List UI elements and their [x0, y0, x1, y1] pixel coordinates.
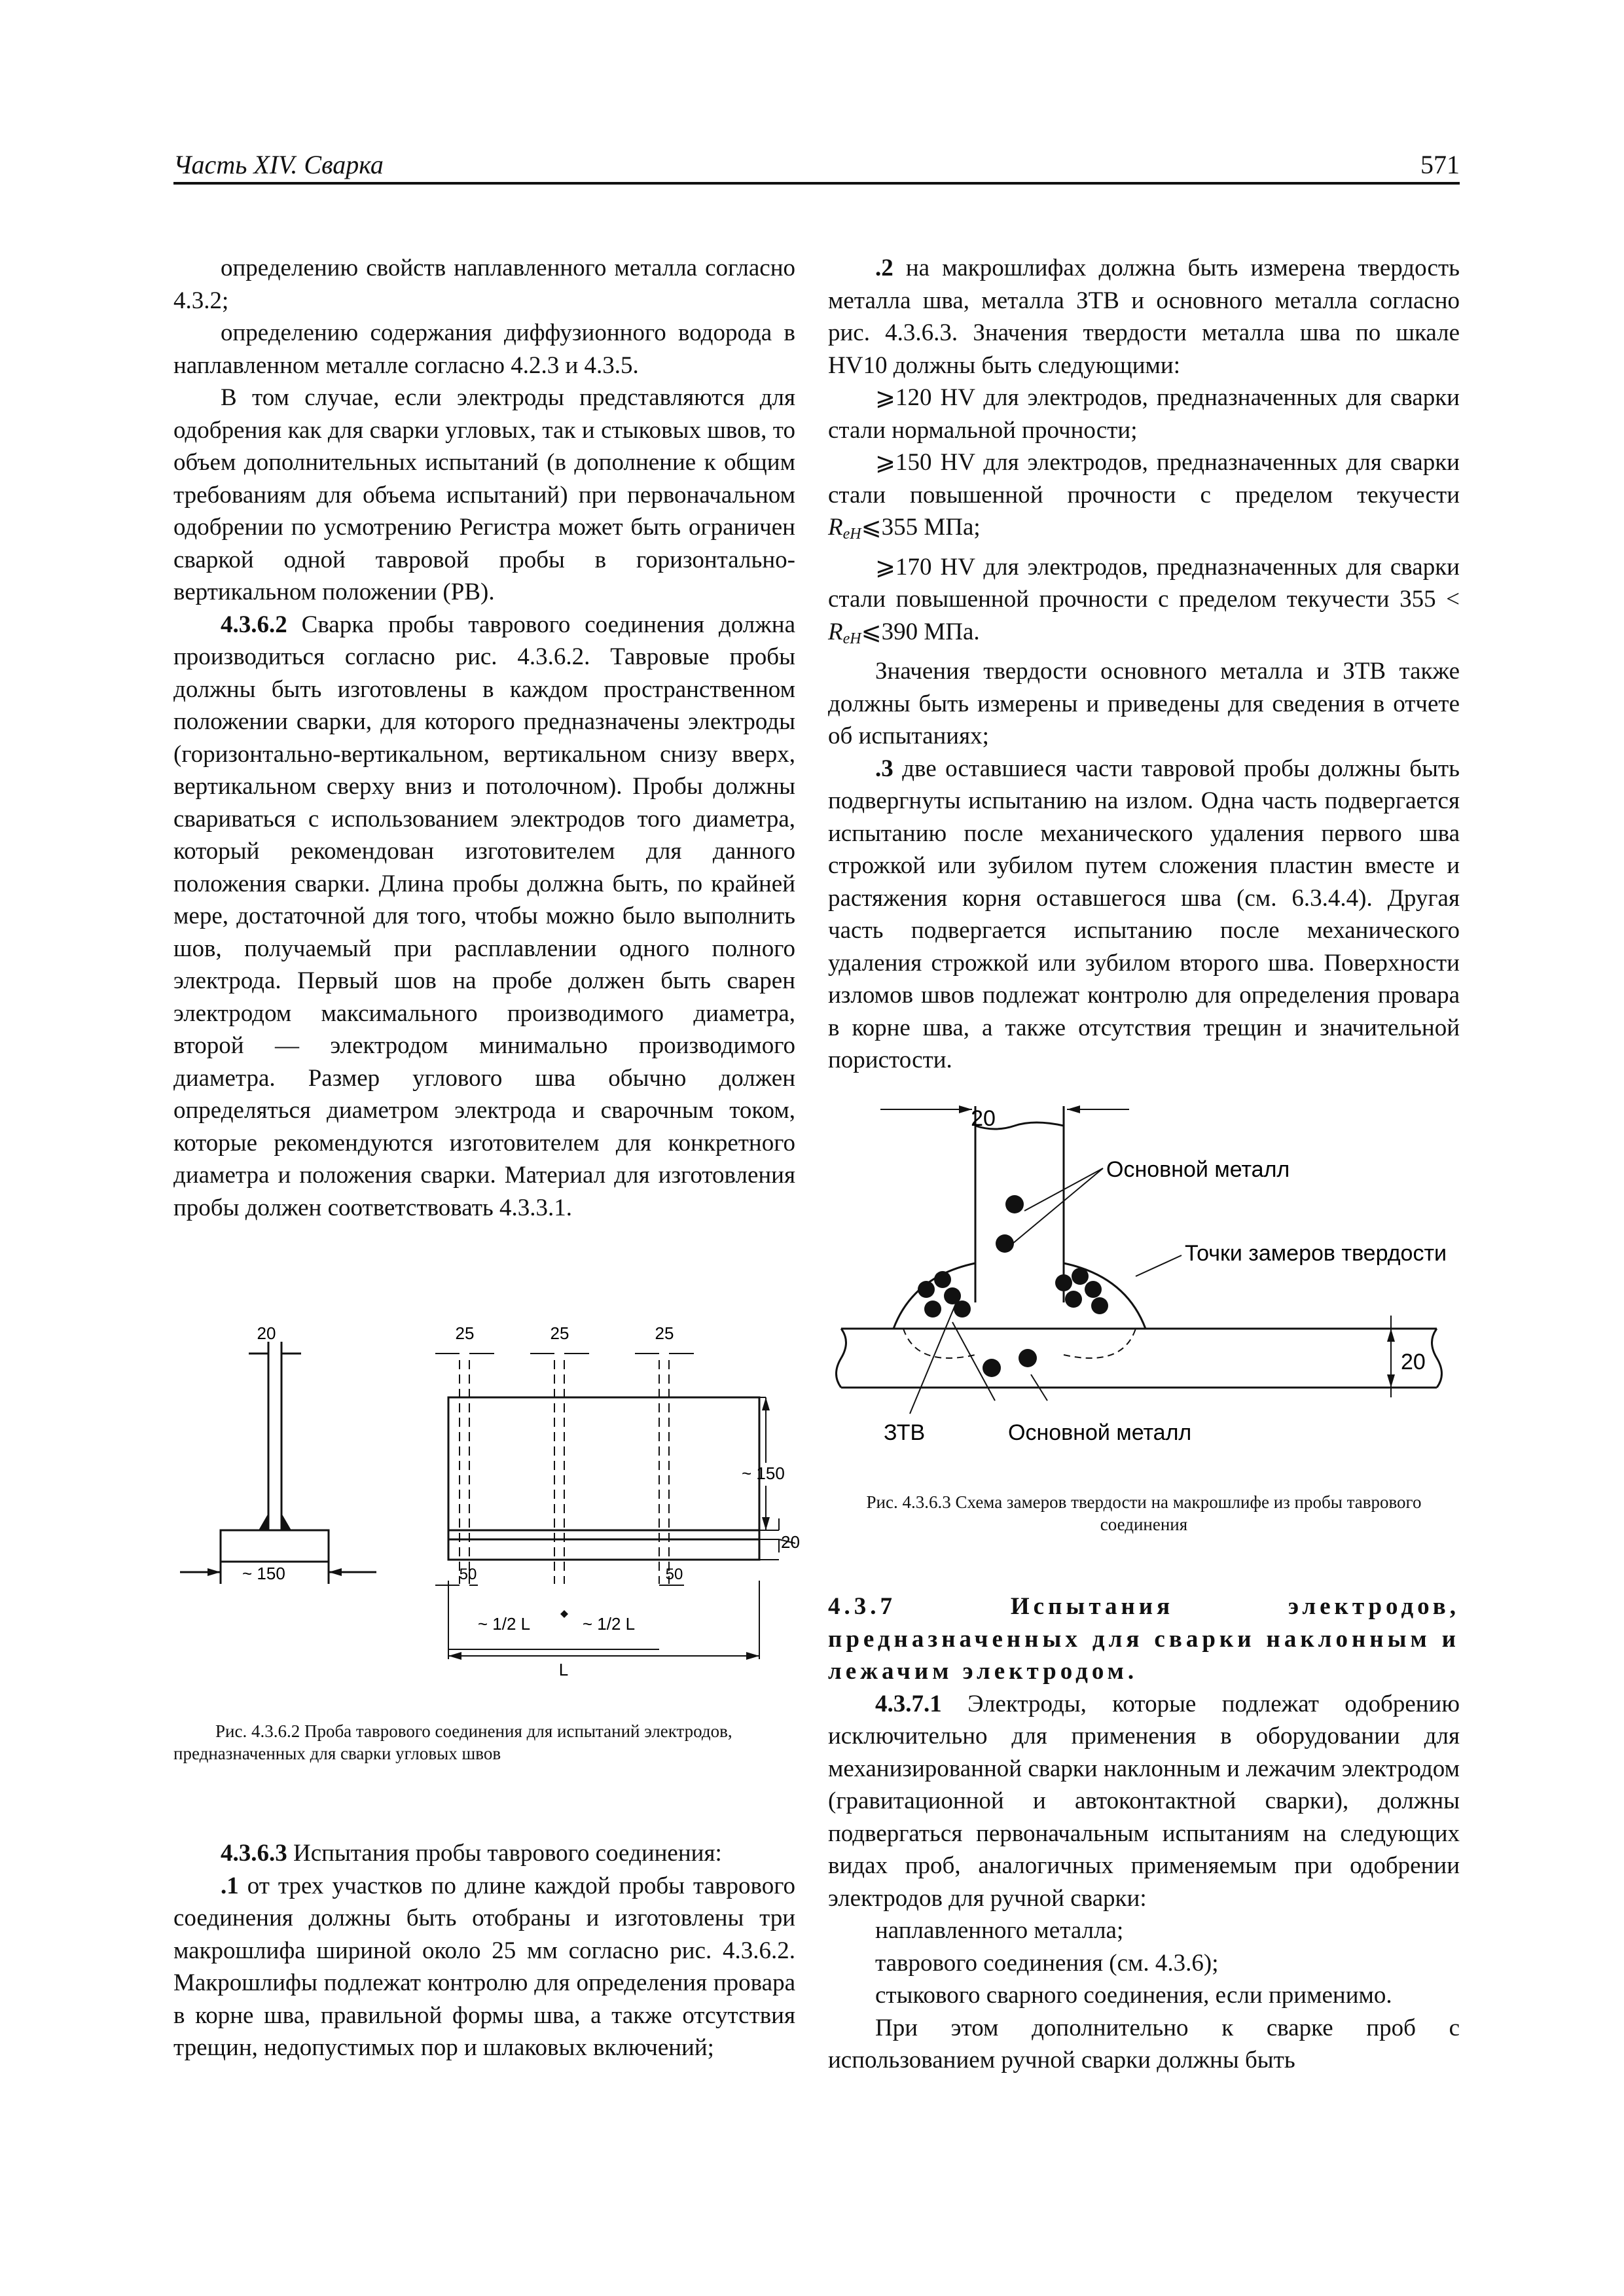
clause-text: Сварка пробы таврового соединения должна производиться согласно рис. 4.3.6.2. Тавровые пробы должны быть изготовлены в каждом пространственном положении сварки, для которого предназначены электроды (горизонтально-вертикальном, вертикальном снизу вверх, вертикальном сверху вниз и потолочном). Пробы должны свариваться с использованием электродов того диаметра, который рекомендован изготовителем для данного положения сварки. Длина пробы должна быть, по крайней мере, достаточной для того, чтобы можно было выполнить шов, получаемый при расплавлении одного полного электрода. Первый шов на пробе должен быть сварен электродом максимального производимого диаметра, второй — электродом минимально производимого диаметра. Размер углового шва обычно должен определяться диаметром электрода и сварочным током, которые рекомендуются изготовителем для конкретного диаметра и положения сварки. Материал для изготовления пробы должен соответствовать 4.3.3.1.: [173, 611, 795, 1221]
symbol-subscript: eH: [842, 630, 861, 647]
paragraph: В том случае, если электроды представляются для одобрения как для сварки угловых, так и стыковых швов, то объем дополнительных испытаний (в дополнение к общим требованиям для объема испытаний) при первоначальном одобрении по усмотрению Регистра может быть ограничен сваркой одной тавровой пробы в горизонтально-вертикальном положении (PB).: [173, 384, 795, 605]
header-title: Часть XIV. Сварка: [173, 150, 384, 179]
dim-20-right-label: 20: [1401, 1350, 1426, 1374]
left-column: [173, 252, 795, 1224]
clause-number: 4.3.7.1: [875, 1690, 942, 1717]
dim-150-right-label: ~ 150: [742, 1463, 785, 1483]
clause-text: Электроды, которые подлежат одобрению исключительно для применения в оборудовании для механизированной сварки наклонным и лежачим электродом (гравитационной и автоконтактной сварки), должны подвергаться первоначальным испытаниям на следующих видах проб, аналогичных применяемым при одобрении электродов для ручной сварки:: [828, 1690, 1460, 1912]
dim-25b-label: 25: [550, 1323, 569, 1343]
dim-50b-label: 50: [665, 1566, 683, 1583]
dim-half-l-a-label: ~ 1/2 L: [477, 1614, 531, 1634]
paragraph: [173, 1870, 795, 2064]
label-haz: ЗТВ: [884, 1420, 926, 1445]
dim-half-l-b-label: ~ 1/2 L: [582, 1614, 636, 1634]
paragraph: таврового соединения (см. 4.3.6);: [875, 1949, 1219, 1977]
clause-number: 4.3.6.2: [221, 611, 287, 638]
label-base-metal-bottom: Основной металл: [1008, 1420, 1192, 1445]
paragraph: [828, 252, 1460, 382]
dim-l-label: L: [558, 1660, 569, 1679]
figure-hardness-scheme-drawing: [828, 1093, 1460, 1486]
text-run: ⩽390 МПа.: [861, 618, 980, 645]
paragraph: наплавленного металла;: [875, 1917, 1124, 1944]
text-run: ⩾170 HV для электродов, предназначенных для сварки стали повышенной прочности с пределом текучести 355 <: [828, 553, 1460, 613]
dim-50a-label: 50: [459, 1566, 477, 1583]
figure-caption-4363: Рис. 4.3.6.3 Схема замеров твердости на макрошлифе из пробы таврового соединения: [866, 1492, 1422, 1534]
clause-text: от трех участков по длине каждой пробы таврового соединения должны быть отобраны и изготовлены три макрошлифа шириной около 25 мм согласно рис. 4.3.6.2. Макрошлифы подлежат контролю для определения провара в корне шва, правильной формы шва, а также отсутствия трещин, недопустимых пор и шлаковых включений;: [173, 1872, 795, 2061]
clause-text: две оставшиеся части тавровой пробы должны быть подвергнуты испытанию на излом. Одна часть подвергается испытанию после механического удаления первого шва строжкой или зубилом путем сложения пластин вместе и растяжения корня оставшегося шва (см. 6.3.4.4). Другая часть подвергается испытанию после механического удаления строжкой или зубилом второго шва. Поверхности изломов швов подлежат контролю для определения провара в корне шва, а также отсутствия трещин и значительной пористости.: [828, 755, 1460, 1073]
running-header: [173, 145, 1460, 185]
symbol-r: R: [828, 618, 843, 645]
dim-20-right-label: 20: [781, 1532, 800, 1552]
dim-20-top-label: 20: [971, 1106, 996, 1131]
label-hardness-points: Точки замеров твердости: [1185, 1241, 1447, 1266]
figure-caption-4362: Рис. 4.3.6.2 Проба таврового соединения для испытаний электродов, предназначенных для сварки угловых швов: [173, 1721, 732, 1763]
paragraph: [828, 446, 1460, 551]
paragraph: определению свойств наплавленного металла согласно 4.3.2;: [173, 255, 795, 314]
clause-number: .3: [875, 755, 893, 782]
text-run: ⩽355 МПа;: [861, 514, 981, 541]
paragraph: [828, 1688, 1460, 1915]
right-column: [828, 252, 1460, 1077]
text-run: ⩾150 HV для электродов, предназначенных для сварки стали повышенной прочности с пределом текучести: [828, 449, 1460, 509]
paragraph: [173, 609, 795, 1225]
clause-text: на макрошлифах должна быть измерена твердость металла шва, металла ЗТВ и основного металла согласно рис. 4.3.6.3. Значения твердости металла шва по шкале HV10 должны быть следующими:: [828, 255, 1460, 379]
paragraph: [828, 551, 1460, 656]
page-number: 571: [1420, 150, 1460, 179]
paragraph: При этом дополнительно к сварке проб с использованием ручной сварки должны быть: [828, 2014, 1460, 2073]
paragraph: ⩾120 HV для электродов, предназначенных для сварки стали нормальной прочности;: [828, 384, 1460, 444]
section-title: 4.3.7 Испытания электродов, предназначенных для сварки наклонным и лежачим электродом.: [828, 1593, 1460, 1685]
paragraph: стыкового сварного соединения, если применимо.: [875, 1982, 1392, 2009]
dim-150-left-label: ~ 150: [242, 1564, 285, 1583]
symbol-subscript: eH: [842, 526, 861, 543]
dim-25c-label: 25: [655, 1323, 674, 1343]
dim-25a-label: 25: [455, 1323, 475, 1343]
clause-number: 4.3.6.3: [221, 1840, 287, 1867]
paragraph: [173, 1837, 795, 1870]
figure-tee-specimen: [173, 1322, 800, 1702]
paragraph: определению содержания диффузионного водорода в наплавленном металле согласно 4.2.3 и 4.3.5.: [173, 319, 795, 379]
figure-hardness-scheme: [828, 1093, 1460, 1486]
clause-number: .2: [875, 255, 893, 281]
clause-number: .1: [221, 1872, 239, 1899]
clause-text: Испытания пробы таврового соединения:: [287, 1840, 722, 1867]
dim-20-label: 20: [257, 1323, 276, 1343]
left-column-continued: [173, 1837, 795, 2064]
figure-tee-specimen-drawing: [173, 1322, 800, 1702]
right-column-continued: [828, 1590, 1460, 2077]
paragraph: [828, 753, 1460, 1077]
symbol-r: R: [828, 514, 843, 541]
paragraph: Значения твердости основного металла и ЗТВ также должны быть измерены и приведены для сведения в отчете об испытаниях;: [828, 658, 1460, 749]
label-base-metal-top: Основной металл: [1106, 1157, 1290, 1182]
